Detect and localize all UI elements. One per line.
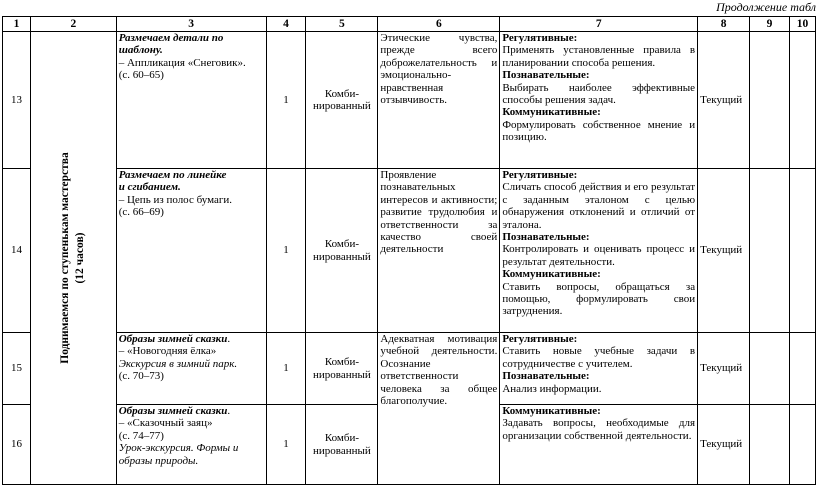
hours-cell: 1 (266, 169, 306, 333)
topic-cell: Образы зимней сказки. – «Новогодняя ёлка» Экскурсия в зимний парк. (с. 70–73) (116, 333, 266, 405)
col-header-4: 4 (266, 17, 306, 32)
col-header-1: 1 (3, 17, 31, 32)
empty-cell (789, 405, 815, 485)
table-row (3, 169, 816, 333)
control-cell: Текущий (698, 405, 750, 485)
empty-cell (750, 32, 790, 169)
hours-cell: 1 (266, 32, 306, 169)
hours-cell: 1 (266, 405, 306, 485)
col-header-10: 10 (789, 17, 815, 32)
uud-cell: Регулятивные: Применять установленные правила в планировании способа решения. Познавательные: Выбирать наиболее эффективные способы решения задач. Коммуникативные: Формулировать собственное мнение и позицию. (500, 32, 698, 169)
empty-cell (750, 333, 790, 405)
control-cell: Текущий (698, 32, 750, 169)
row-number: 14 (3, 169, 31, 333)
lesson-type-cell: Комби-нированный (306, 32, 378, 169)
uud-cell: Коммуникативные: Задавать вопросы, необходимые для организации собственной деятельности. (500, 405, 698, 485)
topic-cell: Образы зимней сказки. – «Сказочный заяц» (с. 74–77) Урок-экскурсия. Формы и образы природы. (116, 405, 266, 485)
lesson-type-cell: Комби-нированный (306, 405, 378, 485)
hours-cell: 1 (266, 333, 306, 405)
col-header-7: 7 (500, 17, 698, 32)
empty-cell (789, 169, 815, 333)
lesson-type-cell: Комби-нированный (306, 333, 378, 405)
lesson-type-cell: Комби-нированный (306, 169, 378, 333)
empty-cell (789, 32, 815, 169)
topic-cell: Размечаем по линейке и сгибанием. – Цепь из полос бумаги. (с. 66–69) (116, 169, 266, 333)
personal-results-cell: Проявление познавательных интересов и активности; развитие трудолюбия и ответственности за качество своей деятельности (378, 169, 500, 333)
col-header-9: 9 (750, 17, 790, 32)
table-row (3, 32, 816, 169)
uud-cell: Регулятивные: Ставить новые учебные задачи в сотрудничестве с учителем. Познавательные: Анализ информации. (500, 333, 698, 405)
col-header-3: 3 (116, 17, 266, 32)
empty-cell (750, 405, 790, 485)
row-number: 13 (3, 32, 31, 169)
row-number: 16 (3, 405, 31, 485)
section-cell (30, 32, 116, 485)
col-header-6: 6 (378, 17, 500, 32)
section-title: Поднимаемся по ступенькам мастерства (12 часов) (59, 152, 87, 364)
personal-results-cell: Этические чувства, прежде всего доброжелательность и эмоционально-нравственная отзывчивость. (378, 32, 500, 169)
row-number: 15 (3, 333, 31, 405)
col-header-8: 8 (698, 17, 750, 32)
col-header-5: 5 (306, 17, 378, 32)
topic-cell: Размечаем детали по шаблону. – Аппликация «Снеговик». (с. 60–65) (116, 32, 266, 169)
control-cell: Текущий (698, 169, 750, 333)
control-cell: Текущий (698, 333, 750, 405)
table-header-row (3, 17, 816, 32)
personal-results-cell: Адекватная мотивация учебной деятельности. Осознание ответственности человека за общее благополучие. (378, 333, 500, 485)
continuation-note: Продолжение табл (716, 0, 816, 14)
uud-cell: Регулятивные: Сличать способ действия и его результат с заданным эталоном с целью обнаружения отклонений и отличий от эталона. Познавательные: Контролировать и оценивать процесс и результат деятельности. Коммуникативные: Ставить вопросы, обращаться за помощью, формулировать свои затруднения. (500, 169, 698, 333)
lesson-plan-table (2, 16, 816, 485)
col-header-2: 2 (30, 17, 116, 32)
empty-cell (789, 333, 815, 405)
empty-cell (750, 169, 790, 333)
table-row (3, 333, 816, 405)
